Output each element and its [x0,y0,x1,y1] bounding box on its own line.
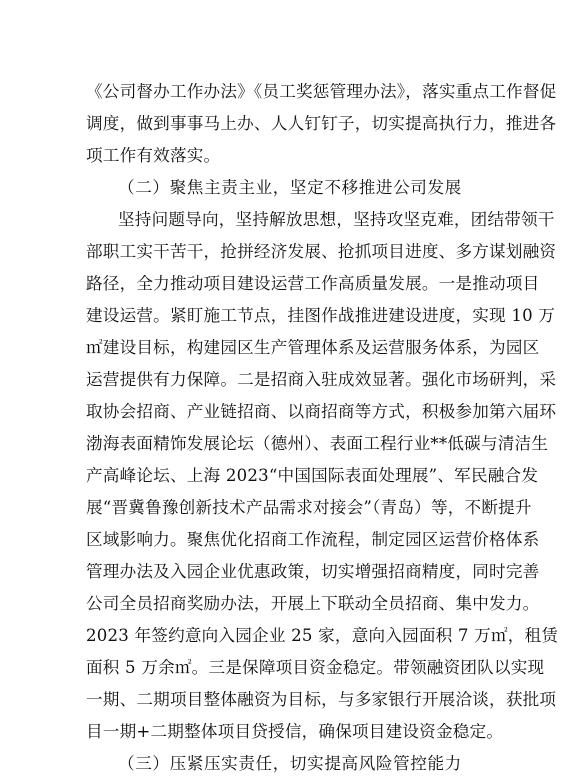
text-line: 面积 5 万余㎡。三是保障项目资金稳定。带领融资团队以实现 [86,658,545,677]
text-line: 调度，做到事事马上办、人人钉钉子，切实提高执行力，推进各 [86,114,557,133]
text-line: 取协会招商、产业链招商、以商招商等方式，积极参加第六届环 [86,402,557,421]
text-line: 展“晋冀鲁豫创新技术产品需求对接会”（青岛）等，不断提升 [86,498,532,517]
text-line: 项工作有效落实。 [86,146,221,165]
text-line: 产高峰论坛、上海 2023“中国国际表面处理展”、军民融合发 [86,466,539,485]
text-line: 运营提供有力保障。二是招商入驻成效显著。强化市场研判，采 [86,370,557,389]
text-line: 区域影响力。聚焦优化招商工作流程，制定园区运营价格体系 [86,530,540,549]
text-line: 一期、二期项目整体融资为目标，与多家银行开展洽谈，获批项 [86,690,557,709]
text-line: 《公司督办工作办法》《员工奖惩管理办法》，落实重点工作督促 [86,82,557,101]
text-line: 建设运营。紧盯施工节点，挂图作战推进建设进度，实现 10 万 [86,306,556,325]
paragraph-first-line: 坚持问题导向，坚持解放思想，坚持攻坚克难，团结带领干 [118,210,555,229]
text-line: ㎡建设目标，构建园区生产管理体系及运营服务体系，为园区 [86,338,540,357]
section-heading: （三）压紧压实责任，切实提高风险管控能力 [118,754,462,773]
text-line: 目一期+二期整体项目贷授信，确保项目建设资金稳定。 [86,722,504,741]
text-line: 路径，全力推动项目建设运营工作高质量发展。一是推动项目 [86,274,540,293]
text-line: 2023 年签约意向入园企业 25 家，意向入园面积 7 万㎡，租赁 [86,626,559,645]
text-line: 公司全员招商奖励办法，开展上下联动全员招商、集中发力。 [86,594,540,613]
section-heading: （二）聚焦主责主业，坚定不移推进公司发展 [118,178,462,197]
text-line: 渤海表面精饰发展论坛（德州）、表面工程行业**低碳与清洁生 [86,434,549,453]
text-line: 部职工实干苦干，抢拼经济发展、抢抓项目进度、多方谋划融资 [86,242,557,261]
text-line: 管理办法及入园企业优惠政策，切实增强招商精度，同时完善 [86,562,540,581]
